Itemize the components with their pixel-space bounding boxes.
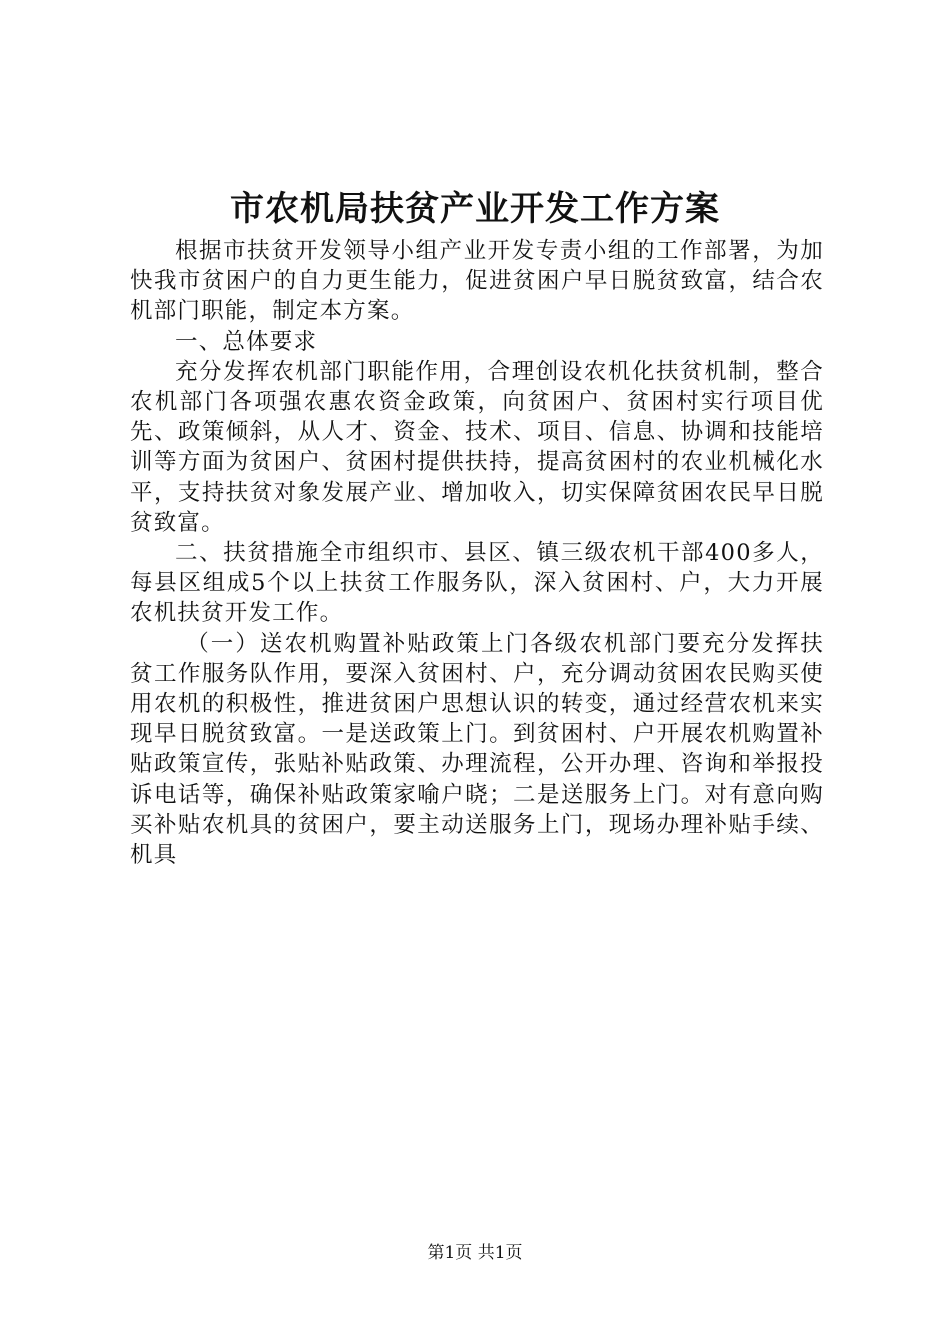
document-title: 市农机局扶贫产业开发工作方案 xyxy=(230,189,720,229)
section-heading-general-requirements: 一、总体要求 xyxy=(175,328,318,355)
document-body xyxy=(130,236,824,870)
poverty-measures-paragraph: 二、扶贫措施全市组织市、县区、镇三级农机干部400多人，每县区组成5个以上扶贫工作服务队，深入贫困村、户，大力开展农机扶贫开发工作。 xyxy=(130,540,824,627)
page-footer: 第1页 共1页 xyxy=(427,1243,523,1263)
subsidy-policy-paragraph: （一）送农机购置补贴政策上门各级农机部门要充分发挥扶贫工作服务队作用，要深入贫困村、户，充分调动贫困农民购买使用农机的积极性，推进贫困户思想认识的转变，通过经营农机来实现早日脱贫致富。一是送政策上门。到贫困村、户开展农机购置补贴政策宣传，张贴补贴政策、办理流程，公开办理、咨询和举报投诉电话等，确保补贴政策家喻户晓；二是送服务上门。对有意向购买补贴农机具的贫困户，要主动送服务上门，现场办理补贴手续、机具 xyxy=(130,630,824,869)
intro-paragraph: 根据市扶贫开发领导小组产业开发专责小组的工作部署，为加快我市贫困户的自力更生能力，促进贫困户早日脱贫致富，结合农机部门职能，制定本方案。 xyxy=(130,238,824,325)
general-requirements-paragraph: 充分发挥农机部门职能作用，合理创设农机化扶贫机制，整合农机部门各项强农惠农资金政策，向贫困户、贫困村实行项目优先、政策倾斜，从人才、资金、技术、项目、信息、协调和技能培训等方面为贫困户、贫困村提供扶持，提高贫困村的农业机械化水平，支持扶贫对象发展产业、增加收入，切实保障贫困农民早日脱贫致富。 xyxy=(130,358,824,536)
